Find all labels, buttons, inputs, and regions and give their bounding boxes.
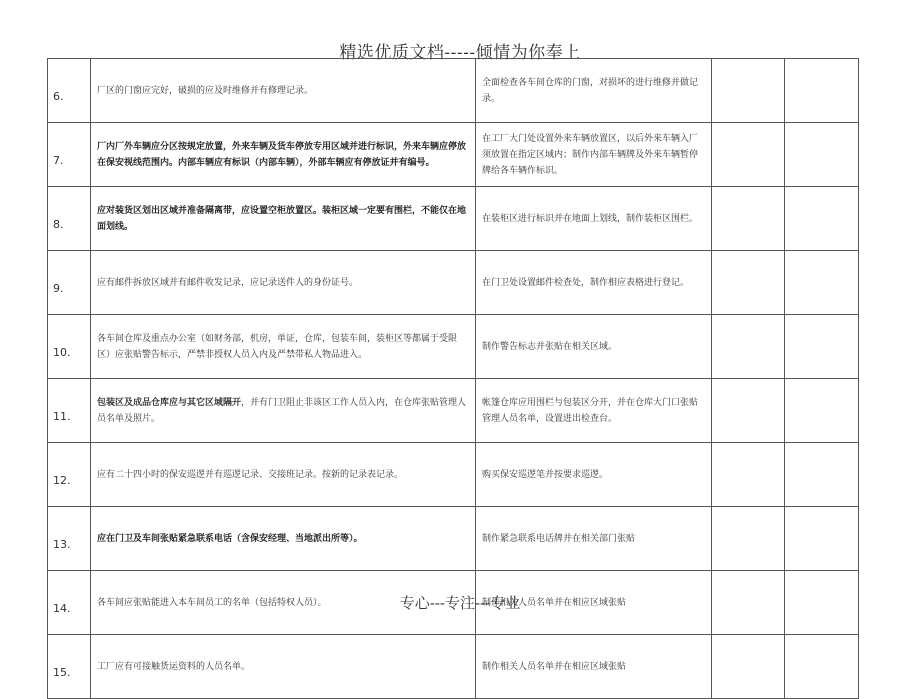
empty-cell [785, 187, 859, 251]
empty-cell [712, 59, 785, 123]
action-cell: 在装柜区进行标识并在地面上划线，制作装柜区围栏。 [476, 187, 712, 251]
empty-cell [712, 507, 785, 571]
table-row [48, 635, 859, 699]
requirement-text: ，并有门卫阻止非该区工作人员入内，在仓库张贴管理人员名单及照片。 [97, 397, 467, 424]
empty-cell [712, 123, 785, 187]
requirement-cell: 应有二十四小时的保安巡逻并有巡逻记录、交接班记录。按新的记录表记录。 [91, 443, 476, 507]
empty-cell [785, 443, 859, 507]
empty-cell [712, 251, 785, 315]
action-cell: 购买保安巡逻笔并按要求巡逻。 [476, 443, 712, 507]
action-cell: 帐篷仓库应用围栏与包装区分开，并在仓库大门口张贴管理人员名单，设置进出检查台。 [476, 379, 712, 443]
empty-cell [785, 59, 859, 123]
row-number: 9. [48, 251, 91, 315]
table-row [48, 59, 859, 123]
requirement-cell: 应对装货区划出区域并准备隔离带，应设置空柜放置区。装柜区域一定要有围栏，不能仅在地面划线。 [91, 187, 476, 251]
requirement-cell: 各车间仓库及重点办公室（如财务部，机房，单证，仓库，包装车间，装柜区等都属于受限区）应张贴警告标示，严禁非授权人员入内及严禁带私人物品进入。 [91, 315, 476, 379]
row-number: 15. [48, 635, 91, 699]
action-cell: 在门卫处设置邮件检查处，制作相应表格进行登记。 [476, 251, 712, 315]
row-number: 8. [48, 187, 91, 251]
table-row [48, 187, 859, 251]
row-number: 7. [48, 123, 91, 187]
requirement-cell: 厂内厂外车辆应分区按规定放置，外来车辆及货车停放专用区域并进行标识，外来车辆应停放在保安视线范围内。内部车辆应有标识（内部车辆），外部车辆应有停放证并有编号。 [91, 123, 476, 187]
requirement-cell: 应有邮件拆放区域并有邮件收发记录，应记录送件人的身份证号。 [91, 251, 476, 315]
action-cell: 制作紧急联系电话牌并在相关部门张贴 [476, 507, 712, 571]
empty-cell [785, 315, 859, 379]
empty-cell [785, 635, 859, 699]
empty-cell [785, 251, 859, 315]
row-number: 14. [48, 571, 91, 635]
empty-cell [785, 123, 859, 187]
page-header: 精选优质文档-----倾情为你奉上 [339, 43, 581, 63]
table-row [48, 379, 859, 443]
action-cell: 制作相关人员名单并在相应区域张贴 [476, 635, 712, 699]
empty-cell [712, 187, 785, 251]
requirement-cell [91, 379, 476, 443]
row-number: 10. [48, 315, 91, 379]
empty-cell [712, 443, 785, 507]
action-cell: 全面检查各车间仓库的门窗，对损坏的进行维修并做记录。 [476, 59, 712, 123]
empty-cell [712, 379, 785, 443]
row-number: 6. [48, 59, 91, 123]
row-number: 11. [48, 379, 91, 443]
requirement-cell: 厂区的门窗应完好，破损的应及时维修并有修理记录。 [91, 59, 476, 123]
requirement-cell: 应在门卫及车间张贴紧急联系电话（含保安经理、当地派出所等）。 [91, 507, 476, 571]
table-row [48, 443, 859, 507]
row-number: 13. [48, 507, 91, 571]
requirement-bold-text: 包装区及成品仓库应与其它区域隔开 [97, 397, 242, 408]
table-row [48, 123, 859, 187]
action-cell: 在工厂大门处设置外来车辆放置区，以后外来车辆入厂须放置在指定区域内；制作内部车辆牌及外来车辆暂停牌给各车辆作标识。 [476, 123, 712, 187]
table-row [48, 315, 859, 379]
empty-cell [785, 507, 859, 571]
page-footer: 专心---专注---专业 [399, 594, 521, 612]
row-number: 12. [48, 443, 91, 507]
empty-cell [712, 635, 785, 699]
table-row [48, 251, 859, 315]
empty-cell [712, 315, 785, 379]
action-cell: 制作相关人员名单并在相应区域张贴 [476, 571, 712, 635]
table-row [48, 507, 859, 571]
requirement-cell: 各车间应张贴能进入本车间员工的名单（包括特权人员）。 [91, 571, 476, 635]
requirement-cell: 工厂应有可接触货运资料的人员名单。 [91, 635, 476, 699]
empty-cell [785, 379, 859, 443]
action-cell: 制作警告标志并张贴在相关区域。 [476, 315, 712, 379]
